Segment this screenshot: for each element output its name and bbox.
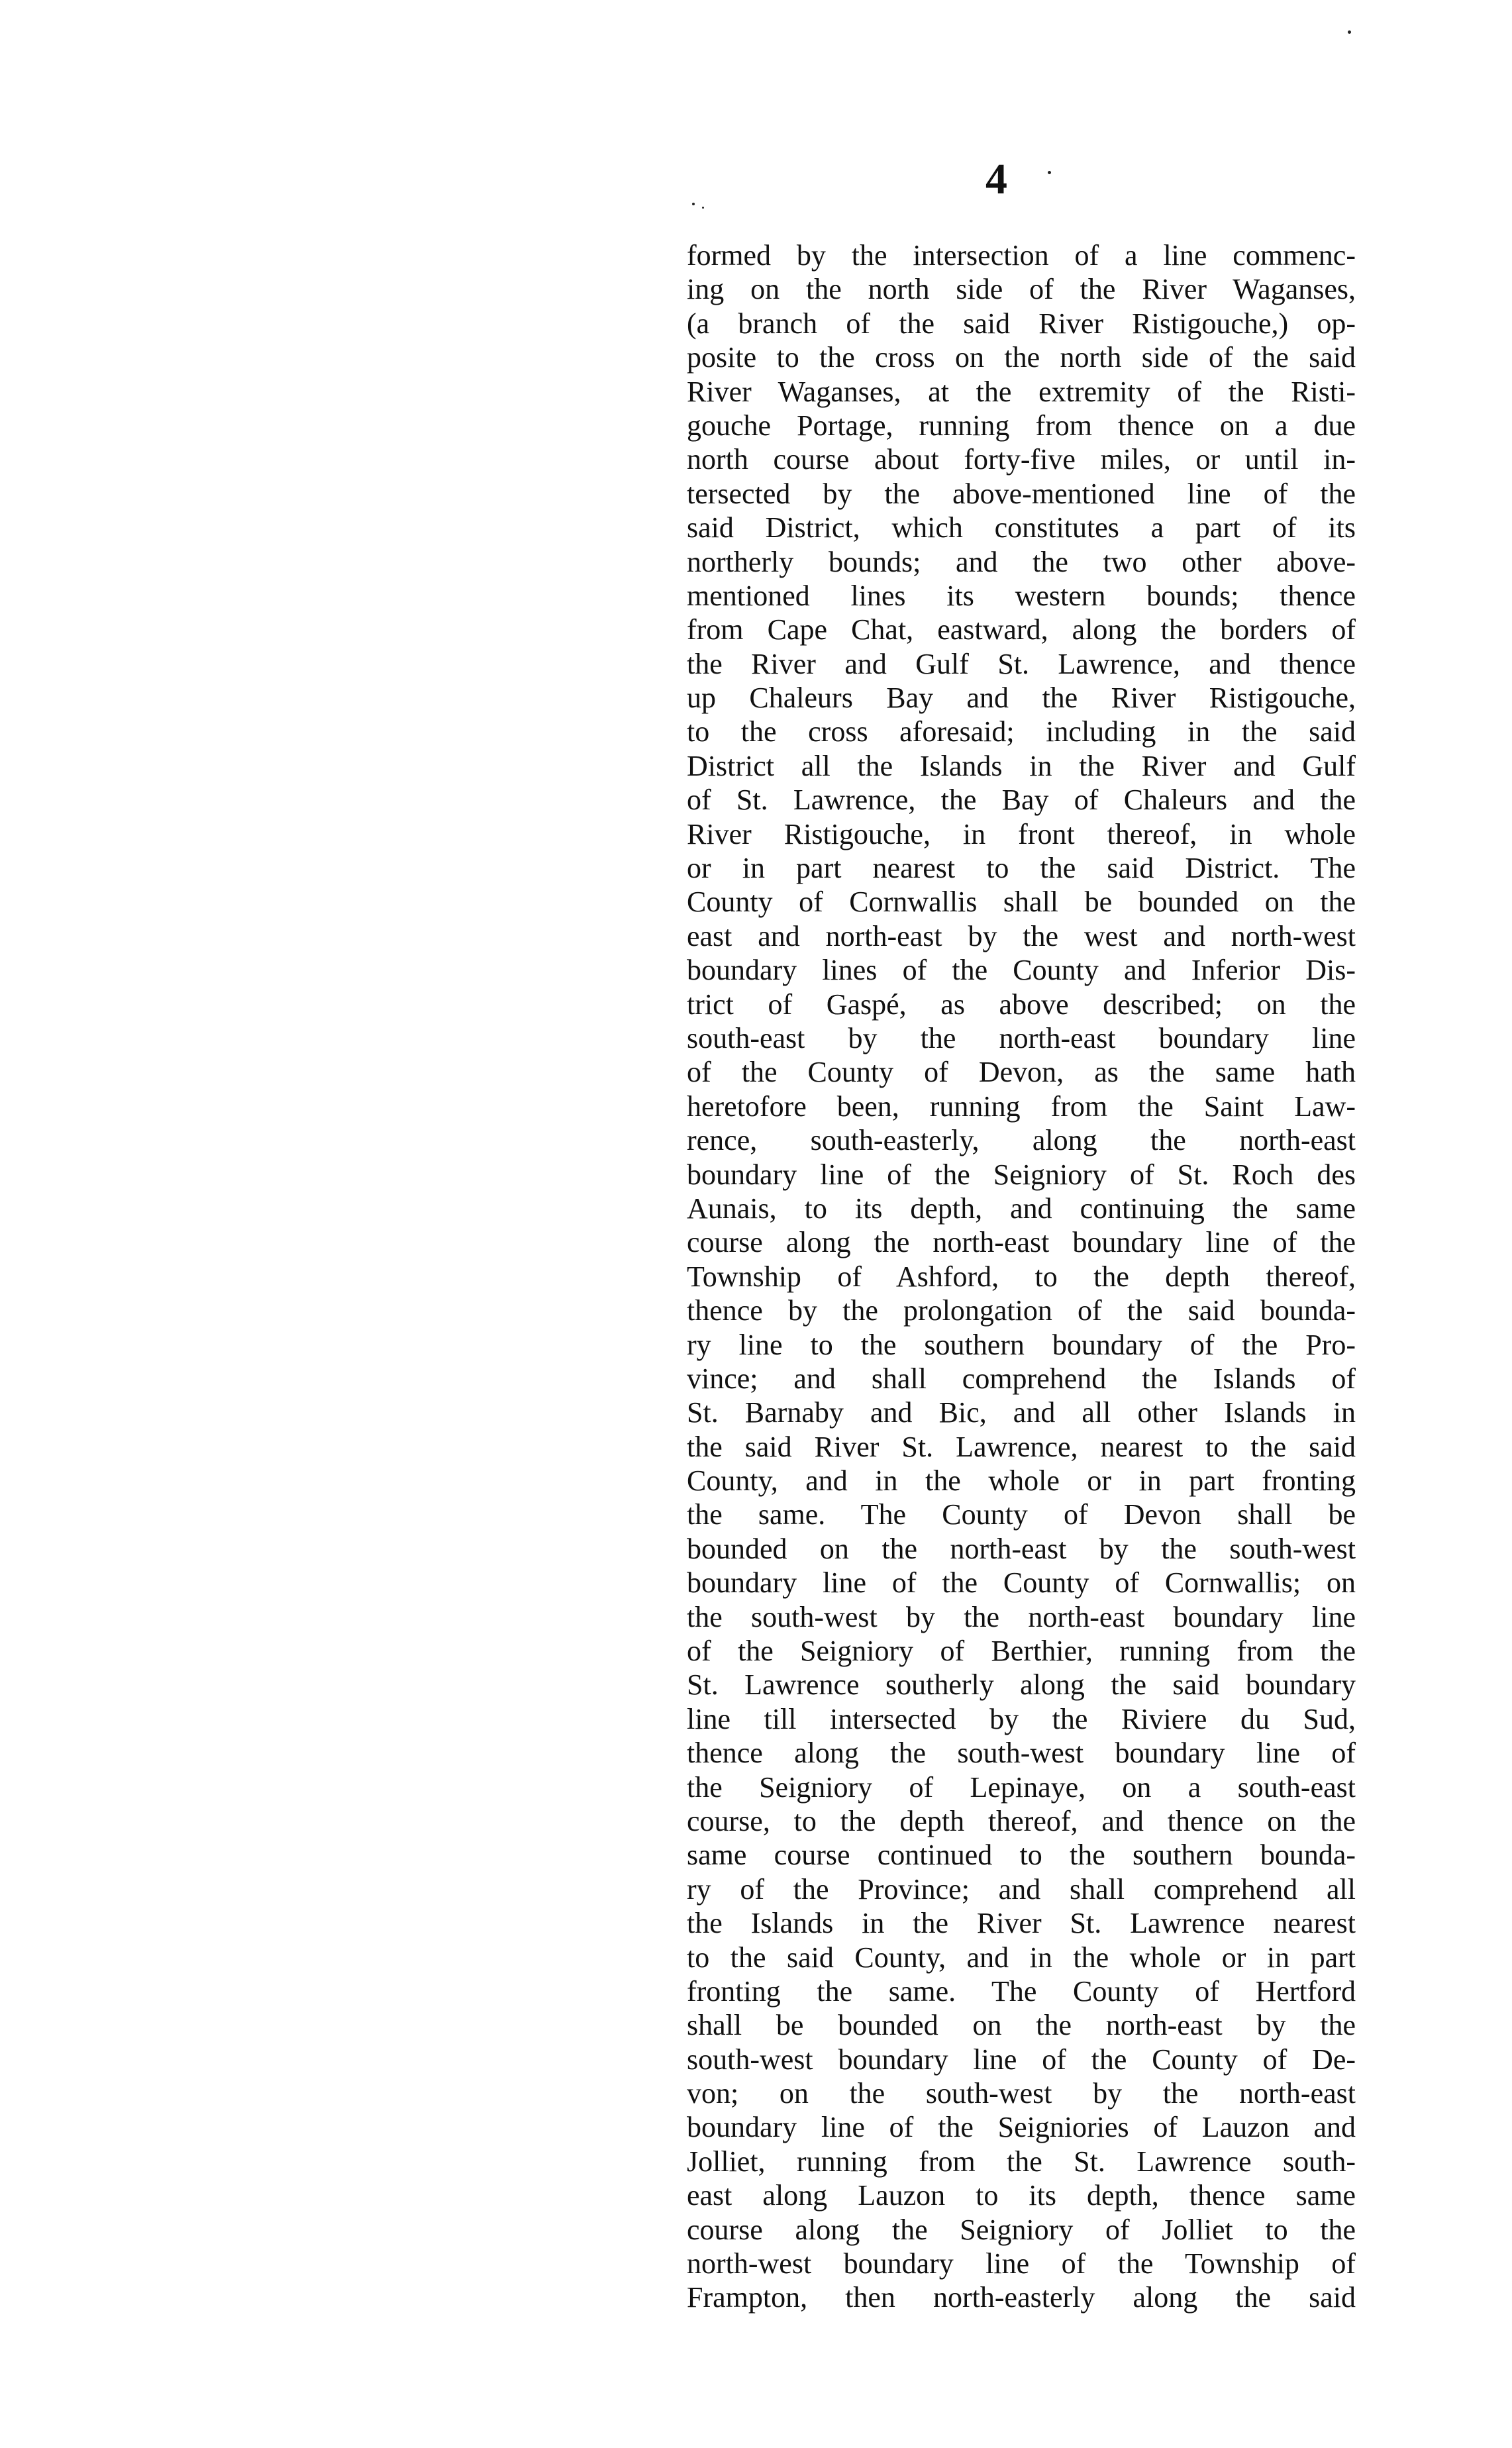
text-line: east along Lauzon to its depth, thence same xyxy=(687,2179,1356,2212)
text-line: line till intersected by the Riviere du Sud, xyxy=(687,1702,1356,1735)
text-line: south-west boundary line of the County of De- xyxy=(687,2043,1356,2076)
text-line: River Ristigouche, in front thereof, in whole xyxy=(687,817,1356,850)
text-line: northerly bounds; and the two other above- xyxy=(687,545,1356,578)
text-line: from Cape Chat, eastward, along the borders of xyxy=(687,613,1356,646)
text-line: the Islands in the River St. Lawrence nearest xyxy=(687,1907,1356,1940)
text-line: or in part nearest to the said District. The xyxy=(687,852,1356,885)
text-line: course along the north-east boundary line of the xyxy=(687,1226,1356,1259)
text-line: ry line to the southern boundary of the Pro- xyxy=(687,1328,1356,1361)
text-line: thence by the prolongation of the said bounda- xyxy=(687,1294,1356,1327)
text-line: ing on the north side of the River Waganses, xyxy=(687,273,1356,306)
ink-speck xyxy=(1048,171,1051,174)
text-line: St. Barnaby and Bic, and all other Islands in xyxy=(687,1396,1356,1429)
text-line: River Waganses, at the extremity of the Risti- xyxy=(687,375,1356,408)
text-line: shall be bounded on the north-east by the xyxy=(687,2009,1356,2042)
text-line: up Chaleurs Bay and the River Ristigouche, xyxy=(687,682,1356,715)
text-line: the said River St. Lawrence, nearest to the said xyxy=(687,1430,1356,1463)
text-line: rence, south-easterly, along the north-east xyxy=(687,1124,1356,1157)
text-line: von; on the south-west by the north-east xyxy=(687,2077,1356,2110)
ink-speck xyxy=(702,207,704,209)
text-line: the Seigniory of Lepinaye, on a south-east xyxy=(687,1770,1356,1804)
text-line: the same. The County of Devon shall be xyxy=(687,1498,1356,1531)
text-line: Aunais, to its depth, and continuing the same xyxy=(687,1192,1356,1225)
text-line: the River and Gulf St. Lawrence, and thence xyxy=(687,647,1356,680)
text-line: said District, which constitutes a part of its xyxy=(687,511,1356,544)
text-line: to the cross aforesaid; including in the said xyxy=(687,715,1356,748)
text-line: bounded on the north-east by the south-west xyxy=(687,1532,1356,1565)
text-line: posite to the cross on the north side of the said xyxy=(687,341,1356,374)
text-line: trict of Gaspé, as above described; on the xyxy=(687,988,1356,1021)
text-line: District all the Islands in the River and Gulf xyxy=(687,749,1356,782)
text-line: County of Cornwallis shall be bounded on the xyxy=(687,886,1356,919)
text-line: boundary line of the County of Cornwallis; on xyxy=(687,1566,1356,1600)
text-line: St. Lawrence southerly along the said boundary xyxy=(687,1668,1356,1702)
text-line: of the Seigniory of Berthier, running from the xyxy=(687,1635,1356,1668)
text-line: north course about forty-five miles, or until in- xyxy=(687,443,1356,476)
text-line: of St. Lawrence, the Bay of Chaleurs and the xyxy=(687,784,1356,817)
text-line: thence along the south-west boundary line of xyxy=(687,1737,1356,1770)
text-line: heretofore been, running from the Saint Law- xyxy=(687,1090,1356,1123)
text-line: east and north-east by the west and north-west xyxy=(687,919,1356,952)
text-line: of the County of Devon, as the same hath xyxy=(687,1056,1356,1089)
text-line: formed by the intersection of a line commenc- xyxy=(687,239,1356,272)
text-line: County, and in the whole or in part fronting xyxy=(687,1464,1356,1498)
ink-speck xyxy=(692,203,695,205)
text-line: to the said County, and in the whole or in part xyxy=(687,1941,1356,1974)
text-line: course along the Seigniory of Jolliet to the xyxy=(687,2213,1356,2246)
text-line: boundary lines of the County and Inferior Dis- xyxy=(687,954,1356,987)
text-line: boundary line of the Seigniory of St. Roch des xyxy=(687,1158,1356,1191)
text-line: Jolliet, running from the St. Lawrence south- xyxy=(687,2145,1356,2178)
text-line: the south-west by the north-east boundary line xyxy=(687,1600,1356,1633)
text-line: vince; and shall comprehend the Islands of xyxy=(687,1362,1356,1395)
text-line: Frampton, then north-easterly along the said xyxy=(687,2281,1356,2314)
text-line: course, to the depth thereof, and thence on the xyxy=(687,1804,1356,1837)
text-line: mentioned lines its western bounds; thence xyxy=(687,579,1356,612)
text-line: (a branch of the said River Ristigouche,) op- xyxy=(687,307,1356,340)
ink-speck xyxy=(1348,30,1351,34)
text-line: Township of Ashford, to the depth thereof, xyxy=(687,1260,1356,1293)
text-line: boundary line of the Seigniories of Lauzon and xyxy=(687,2111,1356,2144)
text-line: gouche Portage, running from thence on a due xyxy=(687,409,1356,442)
text-line: north-west boundary line of the Township of xyxy=(687,2247,1356,2280)
text-line: tersected by the above-mentioned line of the xyxy=(687,477,1356,510)
text-line: ry of the Province; and shall comprehend all xyxy=(687,1872,1356,1906)
text-line: fronting the same. The County of Hertford xyxy=(687,1974,1356,2008)
page-number: 4 xyxy=(985,155,1007,203)
text-line: same course continued to the southern bounda- xyxy=(687,1839,1356,1872)
body-text-column xyxy=(687,238,1356,2315)
text-line: south-east by the north-east boundary line xyxy=(687,1021,1356,1054)
